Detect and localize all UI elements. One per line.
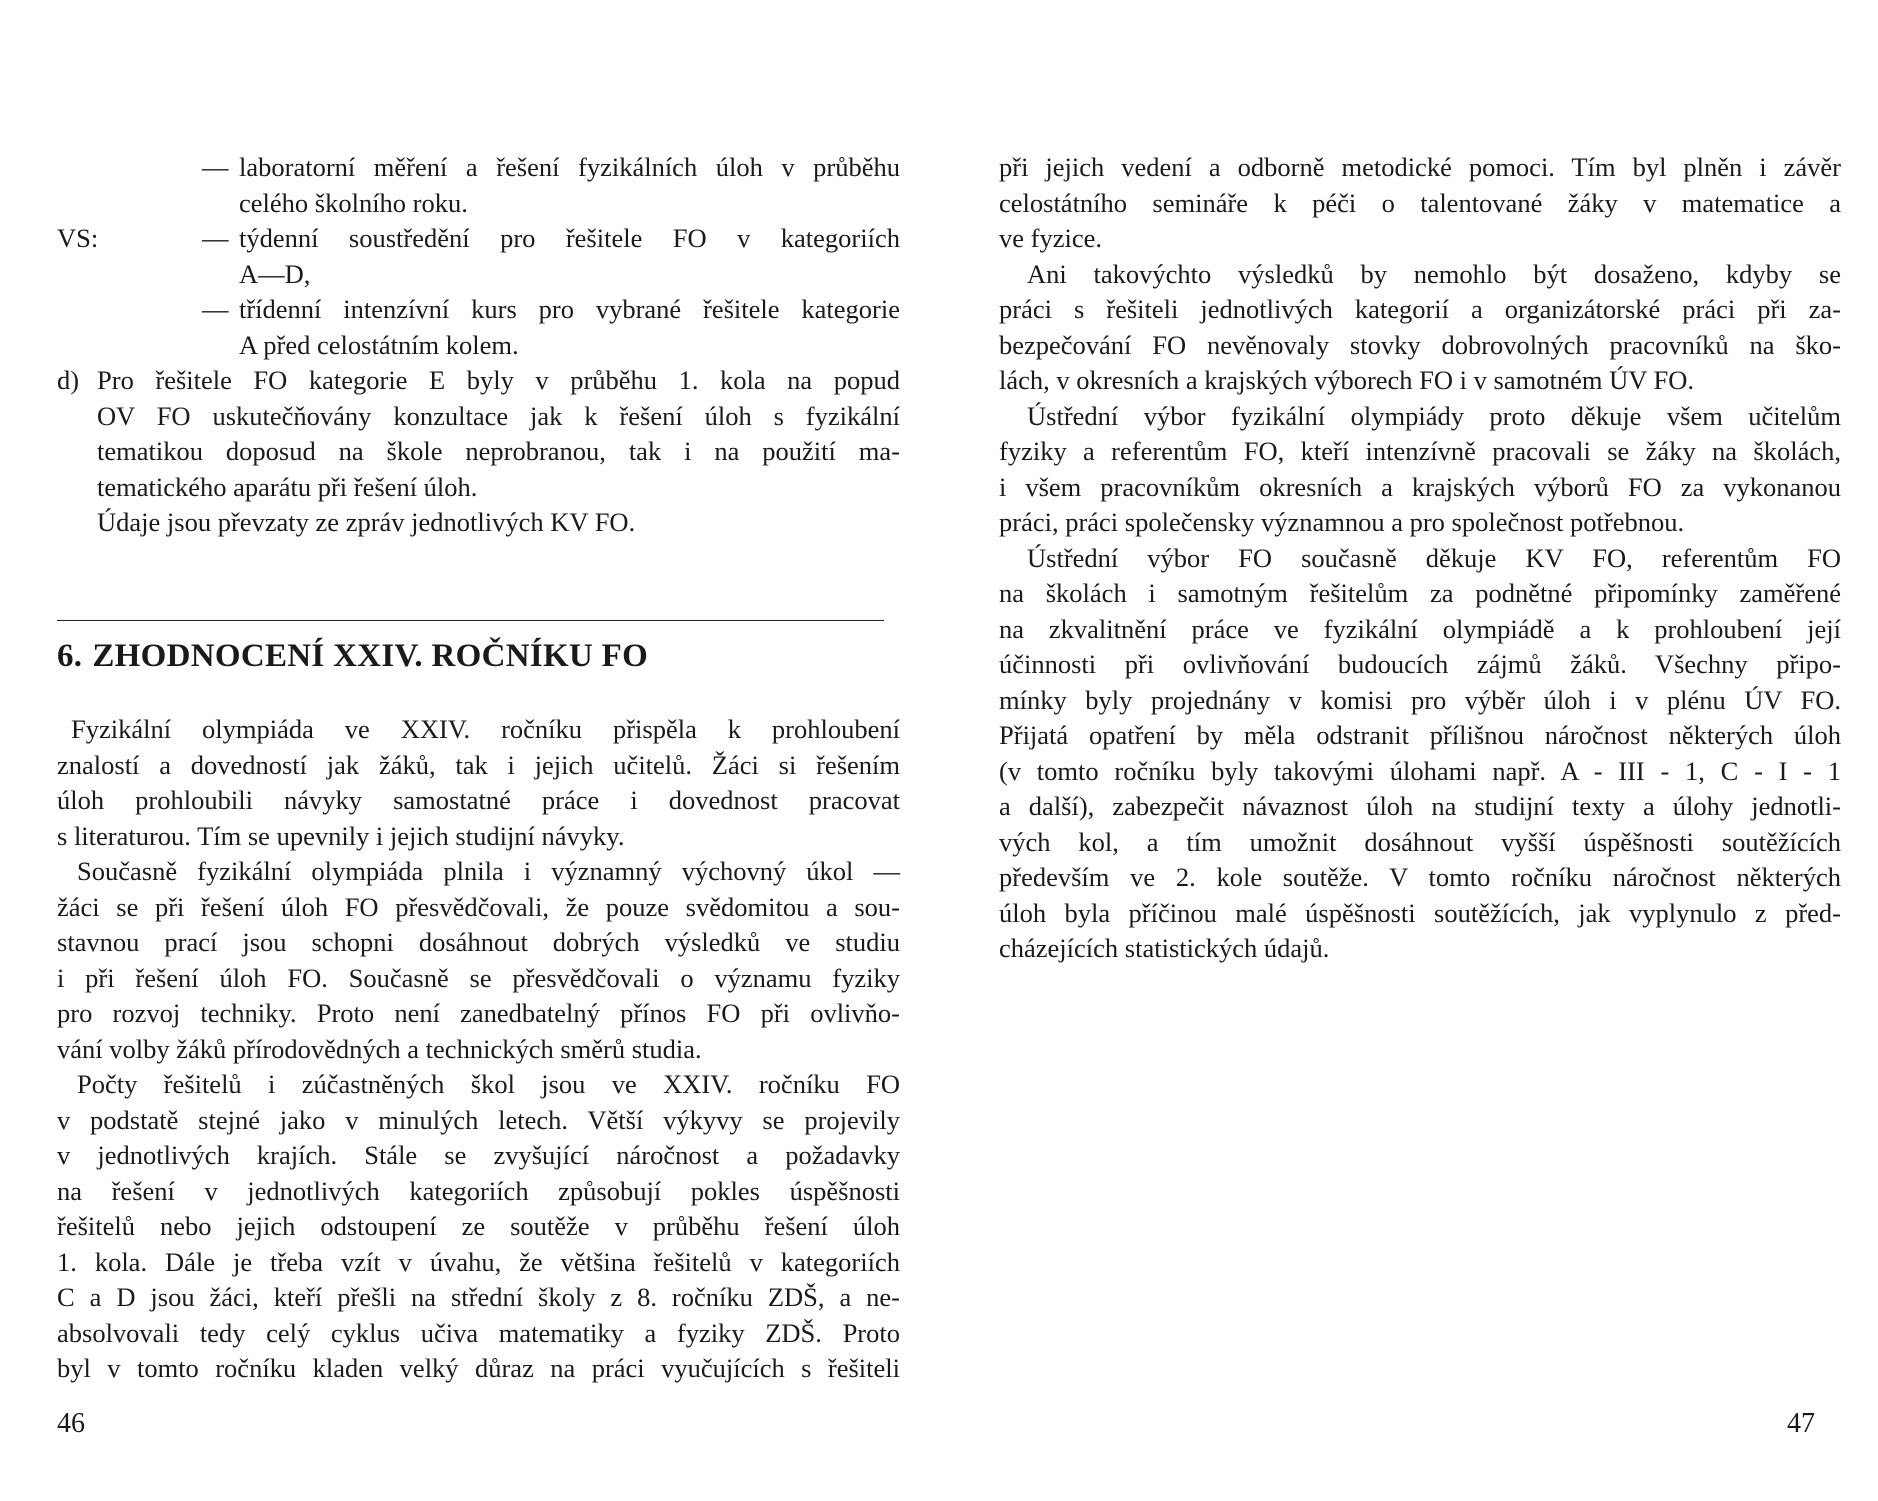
bullet-dash: —: [202, 294, 229, 324]
paragraph: [999, 541, 1841, 967]
section-title: ZHODNOCENÍ XXIV. ROČNÍKU FO: [92, 638, 649, 674]
text-line: Pro řešitele FO kategorie E byly v průběhu 1. kola na popud: [97, 365, 900, 395]
text-line: (v tomto ročníku byly takovými úlohami např. A - III - 1, C - I - 1: [999, 755, 1841, 786]
text-line: žáci se při řešení úloh FO přesvědčovali, že pouze svědomitou a sou-: [57, 891, 900, 922]
text-line: Ani takovýchto výsledků by nemohlo být dosaženo, kdyby se: [1027, 258, 1841, 289]
bullet-line: celého školního roku.: [239, 187, 468, 218]
bullet-item: [57, 150, 900, 221]
paragraph: [57, 854, 900, 1067]
left-body-text: [57, 712, 900, 1387]
text-line: tematikou doposud na škole neprobranou, tak i na použití ma-: [97, 436, 900, 466]
paragraph: [999, 399, 1841, 541]
text-line: absolvovali tedy celý cyklus učiva matematiky a fyziky ZDŠ. Proto: [57, 1317, 900, 1348]
right-body-text: [999, 150, 1841, 967]
text-line: tematického aparátu při řešení úloh.: [97, 471, 478, 502]
text-line: cházejících statistických údajů.: [999, 933, 1330, 963]
text-line: a další), zabezpečit návaznost úloh na studijní texty a úlohy jednotli-: [999, 791, 1841, 821]
page-number-left: 46: [57, 1408, 85, 1439]
text-line: Současně fyzikální olympiáda plnila i významný výchovný úkol —: [77, 856, 900, 886]
text-line: Ústřední výbor fyzikální olympiády proto děkuje všem učitelům: [1027, 400, 1841, 431]
text-line: stavnou prací jsou schopni dosáhnout dobrých výsledků ve studiu: [57, 927, 900, 957]
text-line: v jednotlivých krajích. Stále se zvyšující náročnost a požadavky: [57, 1140, 900, 1170]
text-line: znalostí a dovedností jak žáků, tak i jejich učitelů. Žáci si řešením: [57, 749, 900, 780]
paragraph: [57, 1067, 900, 1387]
bullet-dash: —: [202, 152, 229, 182]
bullet-line: laboratorní měření a řešení fyzikálních úloh v průběhu: [239, 152, 900, 182]
text-line: i všem pracovníkům okresních a krajských výborů FO za vykonanou: [999, 471, 1841, 502]
text-line: lách, v okresních a krajských výborech FO i v samotném ÚV FO.: [999, 365, 1695, 395]
text-line: především ve 2. kole soutěže. V tomto ročníku náročnost některých: [999, 862, 1841, 892]
text-line: vání volby žáků přírodovědných a technických směrů studia.: [57, 1033, 702, 1064]
bullet-line: A—D,: [239, 258, 311, 289]
text-line: na zkvalitnění práce ve fyzikální olympiádě a k prohloubení její: [999, 613, 1841, 644]
text-line: úloh prohloubili návyky samostatné práce i dovednost pracovat: [57, 785, 900, 815]
bullet-line: A před celostátním kolem.: [239, 329, 519, 360]
list-item-d: [57, 363, 900, 541]
text-line: fyziky a referentům FO, kteří intenzívně pracovali se žáky na školách,: [999, 436, 1841, 466]
section-divider: [57, 620, 884, 621]
text-line: Ústřední výbor FO současně děkuje KV FO, referentům FO: [1027, 542, 1841, 573]
text-line: při jejich vedení a odborně metodické pomoci. Tím byl plněn i závěr: [999, 152, 1841, 182]
text-line: bezpečování FO nevěnovaly stovky dobrovolných pracovníků na ško-: [999, 329, 1841, 360]
text-line: v podstatě stejné jako v minulých letech. Větší výkyvy se projevily: [57, 1104, 900, 1135]
text-line: práci s řešiteli jednotlivých kategorií a organizátorské práci při za-: [999, 294, 1841, 324]
bullet-label: VS:: [57, 223, 99, 253]
paragraph: [57, 712, 900, 854]
text-line: Údaje jsou převzaty ze zpráv jednotlivých KV FO.: [97, 507, 636, 537]
section-heading: [57, 638, 648, 675]
bullet-line: týdenní soustředění pro řešitele FO v kategoriích: [239, 223, 900, 253]
bullet-list: [57, 150, 900, 363]
paragraph: [999, 257, 1841, 399]
text-line: mínky byly projednány v komisi pro výběr úloh i v plénu ÚV FO.: [999, 684, 1841, 715]
bullet-dash: —: [202, 223, 229, 253]
text-line: úloh byla příčinou malé úspěšnosti soutěžících, jak vyplynulo z před-: [999, 897, 1841, 928]
text-line: byl v tomto ročníku kladen velký důraz na práci vyučujících s řešiteli: [57, 1353, 900, 1383]
text-line: účinnosti při ovlivňování budoucích zájmů žáků. Všechny připo-: [999, 649, 1841, 679]
text-line: na řešení v jednotlivých kategoriích způsobují pokles úspěšnosti: [57, 1175, 900, 1206]
text-line: Přijatá opatření by měla odstranit přílišnou náročnost některých úloh: [999, 720, 1841, 750]
bullet-item: [57, 221, 900, 292]
text-line: Počty řešitelů i zúčastněných škol jsou ve XXIV. ročníku FO: [77, 1069, 900, 1099]
text-line: řešitelů nebo jejich odstoupení ze soutěže v průběhu řešení úloh: [57, 1211, 900, 1241]
text-line: práci, práci společensky významnou a pro společnost potřebnou.: [999, 507, 1685, 537]
text-line: pro rozvoj techniky. Proto není zanedbatelný přínos FO při ovlivňo-: [57, 998, 900, 1028]
text-line: vých kol, a tím umožnit dosáhnout vyšší úspěšnosti soutěžících: [999, 826, 1841, 857]
page-number-right: 47: [1787, 1408, 1815, 1439]
text-line: Fyzikální olympiáda ve XXIV. ročníku přispěla k prohloubení: [71, 714, 900, 744]
text-line: celostátního semináře k péči o talentované žáky v matematice a: [999, 187, 1841, 218]
text-line: s literaturou. Tím se upevnily i jejich studijní návyky.: [57, 820, 625, 851]
section-number: 6.: [57, 638, 83, 674]
text-line: i při řešení úloh FO. Současně se přesvědčovali o významu fyziky: [57, 962, 900, 993]
text-line: C a D jsou žáci, kteří přešli na střední školy z 8. ročníku ZDŠ, a ne-: [57, 1282, 900, 1312]
bullet-item: [57, 292, 900, 363]
item-label: d): [57, 365, 80, 395]
text-line: ve fyzice.: [999, 223, 1102, 253]
bullet-line: třídenní intenzívní kurs pro vybrané řešitele kategorie: [239, 294, 900, 324]
text-line: 1. kola. Dále je třeba vzít v úvahu, že většina řešitelů v kategoriích: [57, 1246, 900, 1277]
text-line: na školách i samotným řešitelům za podnětné připomínky zaměřené: [999, 578, 1841, 608]
text-line: OV FO uskutečňovány konzultace jak k řešení úloh s fyzikální: [97, 400, 900, 431]
paragraph: [999, 150, 1841, 257]
